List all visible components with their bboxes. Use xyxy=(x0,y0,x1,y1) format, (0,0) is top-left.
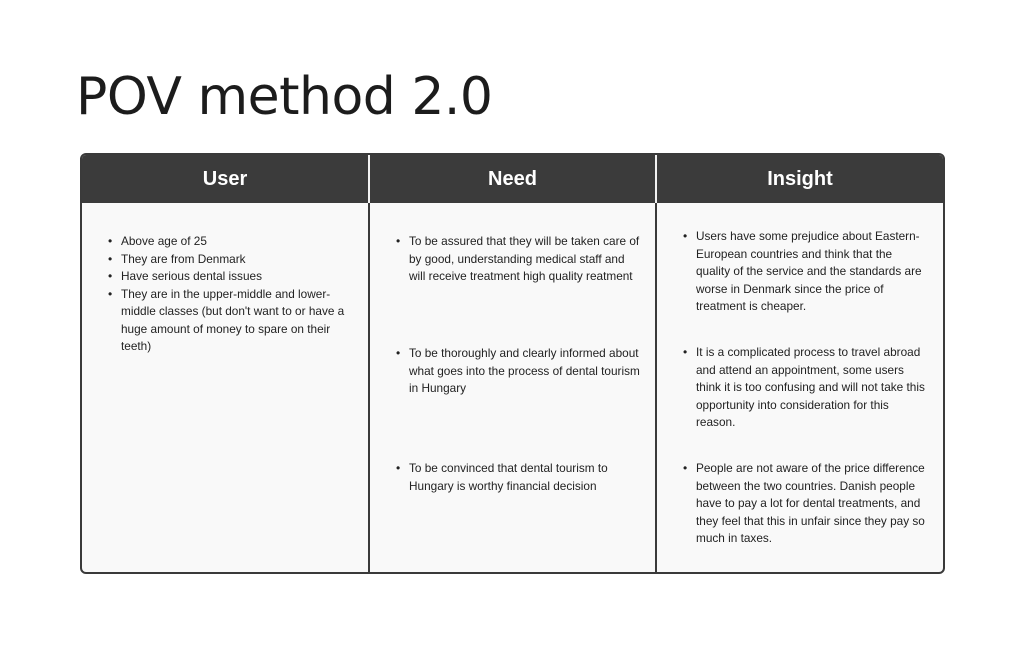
column-header-need: Need xyxy=(369,155,656,203)
insight-item-complicated: • It is a complicated process to travel abroad and attend an appointment, some users think it is too confusing and will not take this opportunity into consideration for this reason. xyxy=(683,344,929,432)
insight-list-3 xyxy=(683,460,929,548)
need-item-convinced: • To be convinced that dental tourism to Hungary is worthy financial decision xyxy=(396,460,641,495)
table-header-row xyxy=(82,155,943,203)
user-item-class: • They are in the upper-middle and lower-middle classes (but don't want to or have a huge amount of money to spare on their teeth) xyxy=(108,286,354,356)
insight-list-2 xyxy=(683,344,929,432)
column-header-user: User xyxy=(82,155,369,203)
need-item-assured: • To be assured that they will be taken care of by good, understanding medical staff and will receive treatment high quality reatment xyxy=(396,233,641,286)
user-item-dental-issues: • Have serious dental issues xyxy=(108,268,354,286)
need-list-1 xyxy=(396,233,641,286)
need-list-3 xyxy=(396,460,641,495)
pov-table xyxy=(82,155,943,572)
pov-table-container xyxy=(80,153,945,574)
user-item-origin: • They are from Denmark xyxy=(108,251,354,269)
table-row xyxy=(82,203,943,572)
user-list xyxy=(108,233,354,356)
insight-item-price: • People are not aware of the price difference between the two countries. Danish people have to pay a lot for dental treatments, and they feel that this in unfair since they pay so much in taxes. xyxy=(683,460,929,548)
need-list-2 xyxy=(396,345,641,398)
insight-cell xyxy=(656,203,943,572)
insight-item-prejudice: • Users have some prejudice about Eastern-European countries and think that the quality of the service and the standards are worse in Denmark since the price of treatment is cheaper. xyxy=(683,228,929,316)
column-header-insight: Insight xyxy=(656,155,943,203)
insight-list-1 xyxy=(683,228,929,316)
need-item-informed: • To be thoroughly and clearly informed about what goes into the process of dental tourism in Hungary xyxy=(396,345,641,398)
need-cell xyxy=(369,203,656,572)
page-title: POV method 2.0 xyxy=(76,67,493,127)
user-cell xyxy=(82,203,369,572)
user-item-age: • Above age of 25 xyxy=(108,233,354,251)
